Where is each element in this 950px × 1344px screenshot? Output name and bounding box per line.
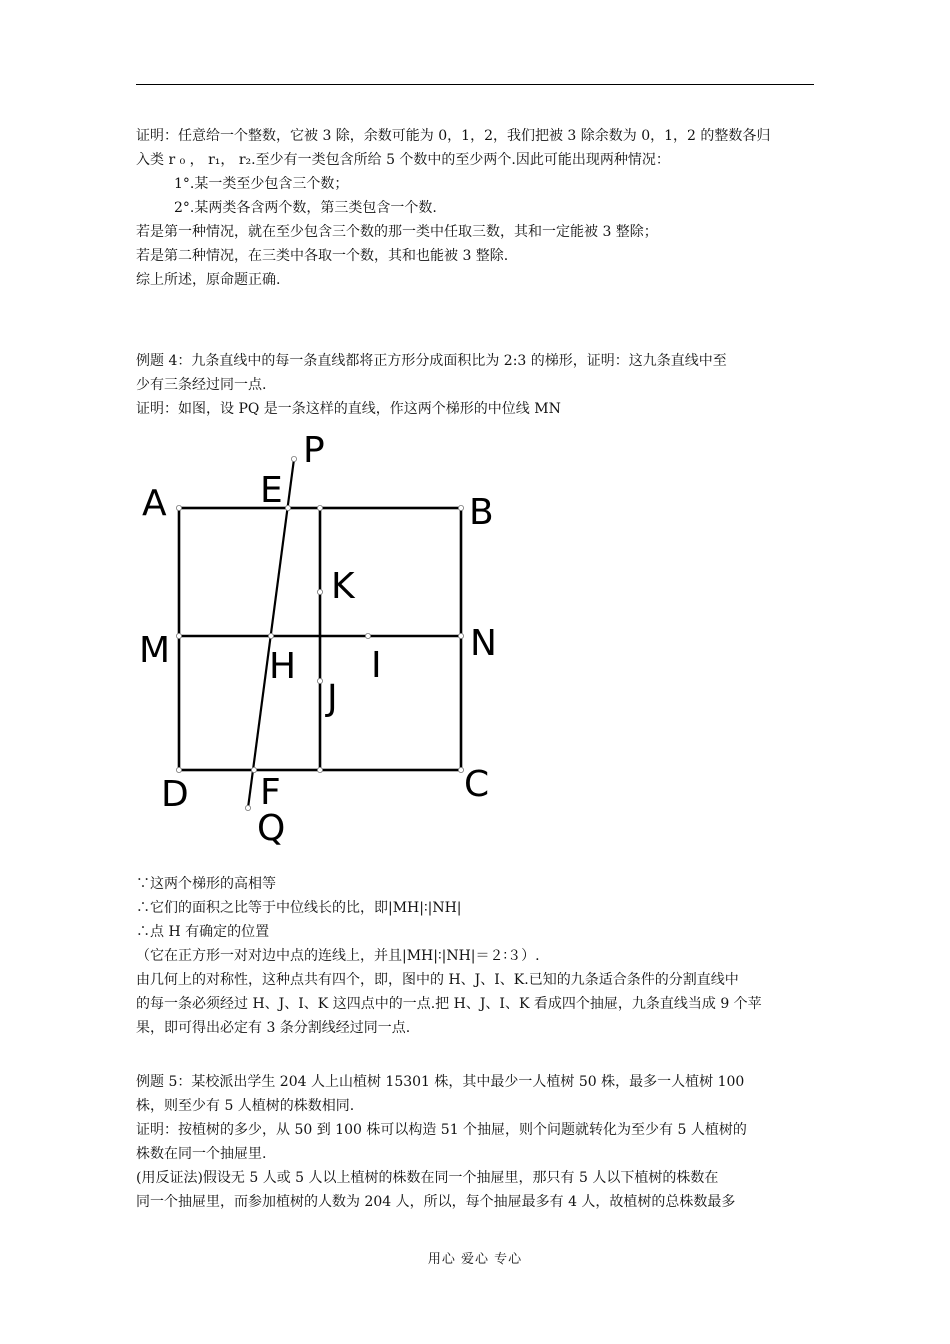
case-1: 1°.某一类至少包含三个数； — [174, 176, 349, 192]
text-line: 果，即可得出必定有 3 条分割线经过同一点. — [136, 1020, 411, 1036]
text-line: 例题 4：九条直线中的每一条直线都将正方形分成面积比为 2:3 的梯形，证明：这九条直线中至 — [136, 353, 727, 369]
example-4 — [136, 349, 820, 421]
point-I — [365, 633, 370, 638]
text-line: 例题 5：某校派出学生 204 人上山植树 15301 株，其中最少一人植树 50 株，最多一人植树 100 — [136, 1074, 745, 1090]
point-B — [458, 505, 463, 510]
label-J: J — [327, 678, 338, 719]
text-line: 入类 r ₀ ， r₁， r₂.至少有一类包含所给 5 个数中的至少两个.因此可能出现两种情况： — [136, 152, 670, 168]
label-I: I — [371, 645, 382, 686]
label-Q: Q — [257, 808, 286, 849]
text-line: ∵这两个梯形的高相等 — [136, 876, 276, 892]
case-2: 2°.某两类各含两个数，第三类包含一个数. — [174, 200, 437, 216]
point-bottom-mid — [317, 767, 322, 772]
text-line: 由几何上的对称性，这种点共有四个，即，图中的 H、J、I、K.已知的九条适合条件的分割直线中 — [136, 972, 739, 988]
point-D — [176, 767, 181, 772]
text-line: 证明：按植树的多少，从 50 到 100 株可以构造 51 个抽屉，则个问题就转化为至少有 5 人植树的 — [136, 1122, 747, 1138]
point-F — [251, 767, 256, 772]
point-A — [176, 505, 181, 510]
label-H: H — [269, 646, 297, 687]
text-line: 少有三条经过同一点. — [136, 377, 267, 393]
text-line: ∴它们的面积之比等于中位线长的比，即|MH|∶|NH| — [136, 900, 462, 916]
text-line: (用反证法)假设无 5 人或 5 人以上植树的株数在同一个抽屉里，那只有 5 人以下植树的株数在 — [136, 1170, 719, 1186]
proof-intro — [136, 124, 820, 292]
text-line: 证明：任意给一个整数，它被 3 除，余数可能为 0，1，2，我们把被 3 除余数为 0，1，2 的整数各归 — [136, 128, 771, 144]
text-line: （它在正方形一对对边中点的连线上，并且|MH|∶|NH|＝２∶３）. — [136, 948, 540, 964]
text-line: 株数在同一个抽屉里. — [136, 1146, 267, 1162]
reasoning — [136, 872, 820, 1040]
square-diagram — [136, 425, 516, 855]
page-footer: 用心 爱心 专心 — [427, 1252, 523, 1267]
label-A: A — [142, 483, 167, 524]
point-Q — [245, 805, 250, 810]
point-C — [458, 767, 463, 772]
label-K: K — [331, 566, 355, 607]
conclusion-3: 综上所述，原命题正确. — [136, 272, 281, 288]
point-J — [317, 678, 322, 683]
point-P — [291, 456, 296, 461]
conclusion-2: 若是第二种情况，在三类中各取一个数，其和也能被 3 整除. — [136, 248, 509, 264]
header-rule — [136, 84, 814, 85]
example-5 — [136, 1070, 820, 1214]
point-M — [176, 633, 181, 638]
label-E: E — [260, 470, 283, 511]
point-N — [458, 633, 463, 638]
point-E — [285, 505, 290, 510]
point-K — [317, 589, 322, 594]
label-P: P — [303, 430, 325, 471]
text-line: 同一个抽屉里，而参加植树的人数为 204 人，所以，每个抽屉最多有 4 人，故植树的总株数最多 — [136, 1194, 736, 1210]
label-F: F — [260, 772, 281, 813]
text-line: 的每一条必须经过 H、J、I、K 这四点中的一点.把 H、J、I、K 看成四个抽屉，九条直线当成 9 个苹 — [136, 996, 762, 1012]
label-M: M — [139, 630, 171, 671]
text-line: 证明：如图，设 PQ 是一条这样的直线，作这两个梯形的中位线 MN — [136, 401, 561, 417]
text-line: 株，则至少有 5 人植树的株数相同. — [136, 1098, 355, 1114]
label-B: B — [469, 492, 494, 533]
point-top-mid — [317, 505, 322, 510]
text-line: ∴点 H 有确定的位置 — [136, 924, 270, 940]
label-C: C — [464, 764, 490, 805]
point-H — [268, 633, 273, 638]
conclusion-1: 若是第一种情况，就在至少包含三个数的那一类中任取三数，其和一定能被 3 整除； — [136, 224, 658, 240]
label-D: D — [161, 774, 189, 815]
label-N: N — [470, 623, 497, 664]
